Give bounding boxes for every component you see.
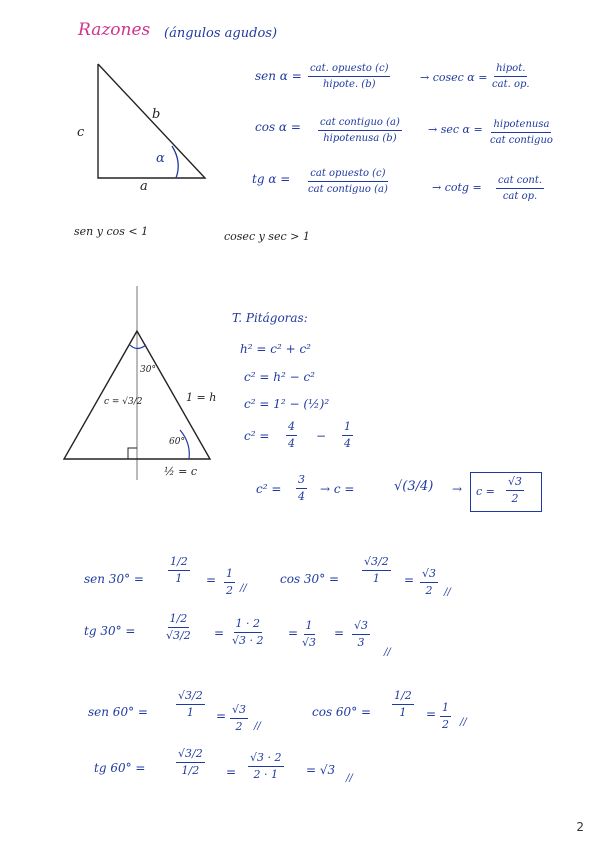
frac-denominator: 1 — [186, 706, 194, 720]
frac-numerator: 1/2 — [168, 613, 190, 628]
frac-denominator: 2 — [511, 492, 519, 506]
tg60-frac1 — [176, 748, 205, 777]
frac-denominator: 2 — [425, 584, 433, 598]
cotg-denominator: cat op. — [502, 191, 538, 202]
frac-denominator: 1 — [399, 706, 407, 720]
cos-fraction — [318, 117, 402, 144]
inequality-cosec-sec: cosec y sec > 1 — [224, 230, 310, 243]
tg-numerator: cat opuesto (c) — [308, 168, 387, 182]
cos30-lhs: cos 30° = — [280, 572, 340, 586]
angle-30-label: 30° — [140, 365, 156, 375]
frac-numerator: 1 — [440, 702, 451, 717]
cos30-frac1 — [362, 556, 391, 585]
side-a-label: a — [140, 179, 148, 194]
sec-numerator: hipotenusa — [491, 119, 551, 133]
tg30-frac2 — [232, 618, 264, 647]
cos-lhs: cos α = — [255, 120, 301, 134]
frac-numerator: 1 · 2 — [234, 618, 263, 633]
sen60-eq: = — [216, 709, 227, 723]
cosec-numerator: hipot. — [494, 63, 527, 77]
tg-denominator: cat contiguo (a) — [308, 184, 388, 195]
pythagoras-line-5-arrow: → — [452, 482, 463, 496]
height-label: c = √3/2 — [104, 397, 143, 407]
sen-lhs: sen α = — [255, 69, 302, 83]
result-lhs: c = — [476, 485, 495, 498]
sen30-frac2 — [224, 568, 235, 597]
tg60-eq2: = √3 — [306, 763, 336, 777]
pythagoras-line-4-frac1 — [286, 421, 297, 450]
cosec-fraction — [492, 63, 530, 90]
frac-denominator: 4 — [298, 490, 305, 504]
frac-numerator: √3 — [506, 476, 524, 491]
pythagoras-line-5-mid: → c = — [320, 482, 355, 496]
cos-numerator: cat contiguo (a) — [318, 117, 402, 131]
cos60-frac1 — [392, 690, 414, 719]
angle-60-label: 60° — [169, 437, 185, 447]
frac-numerator: 1/2 — [392, 690, 414, 705]
sen-denominator: hipote. (b) — [322, 79, 376, 90]
pythagoras-line-1: h² = c² + c² — [240, 342, 311, 356]
frac-denominator: 2 — [226, 584, 233, 598]
pythagoras-line-2: c² = h² − c² — [244, 370, 315, 384]
frac-denominator: 1/2 — [181, 764, 200, 778]
cosec-lhs: → cosec α = — [420, 71, 488, 84]
frac-denominator: 3 — [357, 636, 365, 650]
frac-numerator: √3/2 — [176, 748, 205, 763]
base-label: ½ = c — [164, 465, 198, 478]
cos60-eq: = — [426, 707, 437, 721]
tg30-frac1 — [166, 613, 191, 642]
sen60-lhs: sen 60° = — [88, 705, 148, 719]
frac-numerator: 1 — [342, 421, 353, 436]
cotg-fraction — [496, 175, 544, 202]
pythagoras-title: T. Pitágoras: — [232, 311, 308, 325]
sen-numerator: cat. opuesto (c) — [308, 63, 390, 77]
frac-denominator: 4 — [288, 437, 295, 451]
page-number: 2 — [576, 820, 584, 834]
tg30-eq1: = — [214, 626, 225, 640]
tg-lhs: tg α = — [252, 172, 291, 186]
tg30-eq3: = — [334, 626, 345, 640]
sen60-frac1 — [176, 690, 205, 719]
tg60-lhs: tg 60° = — [94, 761, 146, 775]
frac-numerator: 1 — [304, 620, 315, 635]
pythagoras-line-5-lhs: c² = — [256, 482, 282, 496]
tg30-frac3 — [302, 620, 316, 649]
tg60-frac2 — [248, 752, 284, 781]
sen30-lhs: sen 30° = — [84, 572, 144, 586]
cos-denominator: hipotenusa (b) — [323, 133, 397, 144]
frac-denominator: 2 · 1 — [253, 768, 278, 782]
frac-numerator: 1 — [224, 568, 235, 583]
result-fraction — [506, 476, 524, 505]
frac-denominator: 2 — [235, 720, 243, 734]
side-h-label: 1 = h — [186, 391, 217, 404]
pythagoras-line-4-op: − — [316, 429, 327, 443]
frac-denominator: 1 — [175, 572, 183, 586]
cos60-frac2 — [440, 702, 451, 731]
frac-denominator: 2 — [442, 718, 449, 732]
sen-fraction — [308, 63, 390, 90]
page-subtitle: (ángulos agudos) — [164, 26, 278, 41]
frac-numerator: 3 — [296, 474, 307, 489]
frac-numerator: √3 — [352, 620, 370, 635]
tg30-lhs: tg 30° = — [84, 624, 136, 638]
sec-denominator: cat contiguo — [490, 135, 553, 146]
cos30-end: // — [444, 587, 451, 598]
sen30-eq: = — [206, 573, 217, 587]
cos30-frac2 — [420, 568, 438, 597]
sen30-frac1 — [168, 556, 190, 585]
cos30-eq: = — [404, 573, 415, 587]
frac-denominator: 1 — [372, 572, 380, 586]
frac-numerator: √3 · 2 — [248, 752, 284, 767]
page-title: Razones — [78, 20, 151, 40]
frac-numerator: √3 — [420, 568, 438, 583]
frac-denominator: √3 · 2 — [232, 634, 264, 648]
pythagoras-line-4-lhs: c² = — [244, 429, 270, 443]
frac-numerator: √3/2 — [362, 556, 391, 571]
cos60-end: // — [460, 717, 467, 728]
equilateral-triangle-diagram — [64, 286, 210, 480]
frac-denominator: √3 — [302, 636, 317, 650]
pythagoras-line-5-root: √(3/4) — [394, 479, 434, 494]
sen60-end: // — [254, 721, 261, 732]
sec-lhs: → sec α = — [428, 123, 483, 136]
sen30-end: // — [240, 583, 247, 594]
tg60-eq1: = — [226, 765, 237, 779]
pythagoras-line-3: c² = 1² − (½)² — [244, 397, 330, 411]
cosec-denominator: cat. op. — [492, 79, 530, 90]
frac-numerator: √3/2 — [176, 690, 205, 705]
frac-denominator: √3/2 — [166, 629, 191, 643]
sen60-frac2 — [230, 704, 248, 733]
tg-fraction — [308, 168, 388, 195]
inequality-sen-cos: sen y cos < 1 — [74, 225, 149, 238]
tg60-end: // — [346, 773, 353, 784]
cotg-numerator: cat cont. — [496, 175, 544, 189]
side-c-label: c — [77, 125, 85, 140]
frac-numerator: 4 — [286, 421, 297, 436]
frac-denominator: 4 — [344, 437, 351, 451]
frac-numerator: 1/2 — [168, 556, 190, 571]
side-b-label: b — [152, 107, 161, 122]
cos60-lhs: cos 60° = — [312, 705, 372, 719]
angle-alpha-label: α — [156, 151, 165, 166]
pythagoras-line-4-frac2 — [342, 421, 353, 450]
tg30-end: // — [384, 647, 391, 658]
frac-numerator: √3 — [230, 704, 248, 719]
pythagoras-line-5-frac — [296, 474, 307, 503]
cotg-lhs: → cotg = — [432, 181, 482, 194]
tg30-frac4 — [352, 620, 370, 649]
sec-fraction — [490, 119, 553, 146]
tg30-eq2: = — [288, 626, 299, 640]
